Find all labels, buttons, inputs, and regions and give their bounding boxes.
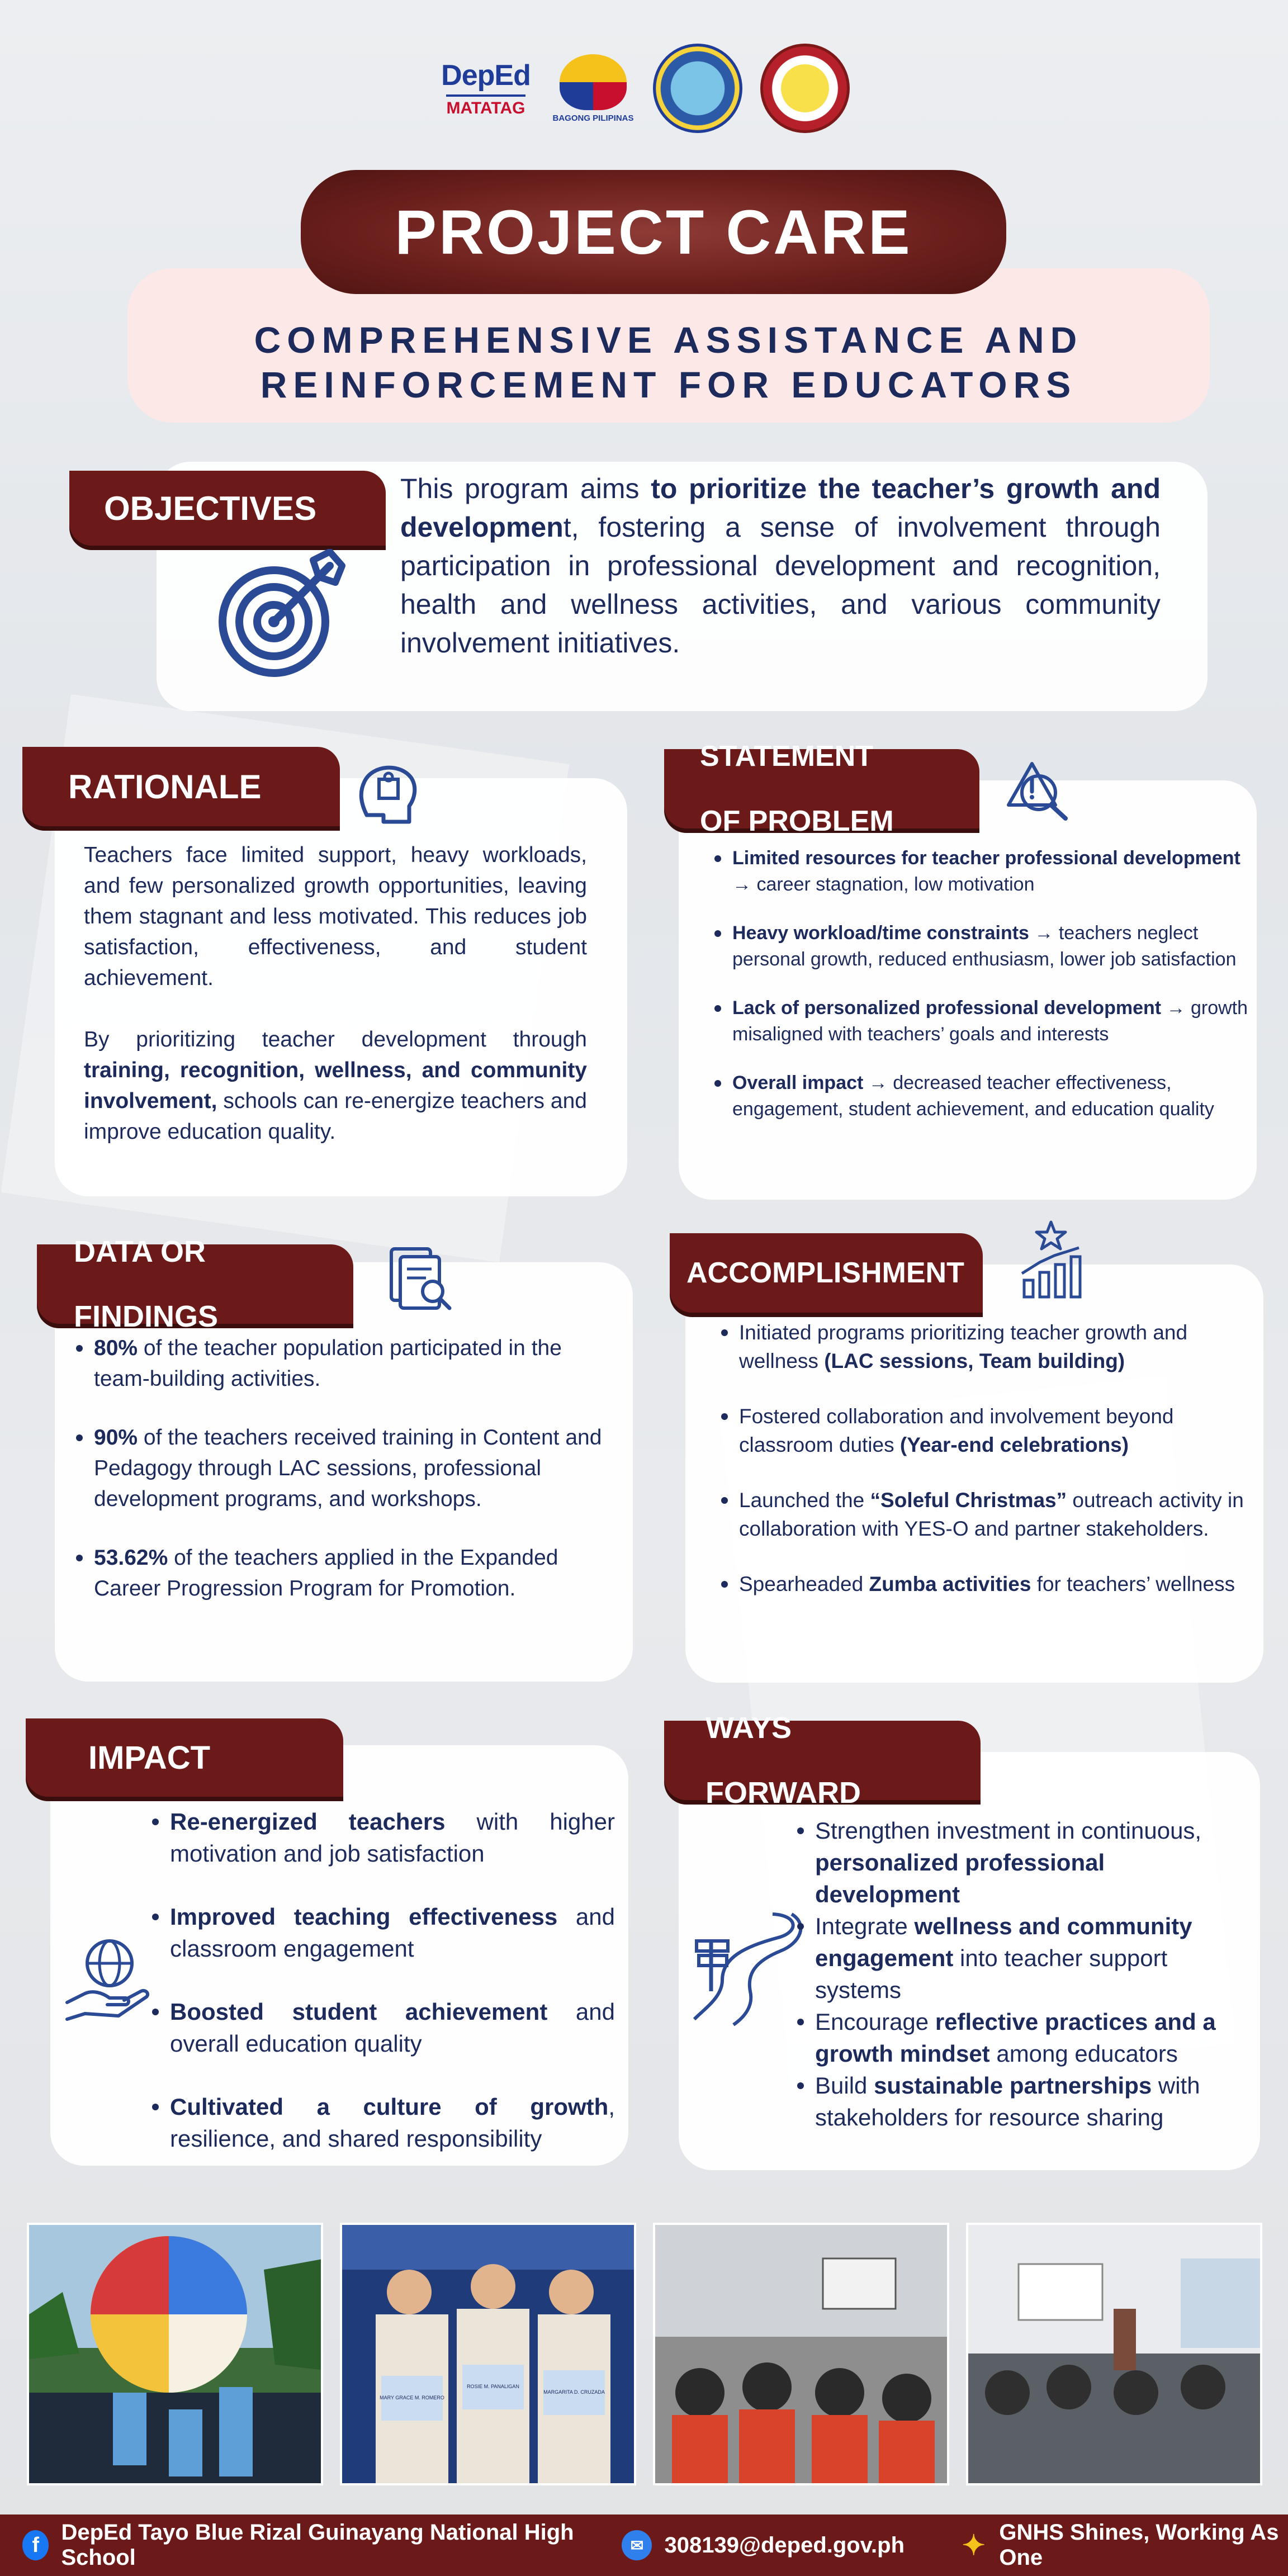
ways-ribbon <box>664 1711 981 1810</box>
footer-bar <box>0 2515 1288 2576</box>
findings-heading-line-1: DATA OR <box>74 1235 206 1268</box>
list-item <box>720 1486 1246 1543</box>
road-signpost-icon <box>689 1907 803 2028</box>
objectives-text <box>400 470 1161 662</box>
list-item-text: for teachers’ wellness <box>1031 1573 1235 1595</box>
list-item-text: → growth misaligned with teachers’ goals and interests <box>732 997 1248 1045</box>
logo-strip <box>0 44 1288 133</box>
list-item-text: Strengthen investment in continuous, <box>815 1817 1202 1844</box>
deped-matatag-logo <box>438 44 533 133</box>
list-item-text: of the teachers received training in Content and Pedagogy through LAC sessions, professional development programs, and workshops. <box>94 1426 602 1511</box>
list-item-bold: 80% <box>94 1336 138 1360</box>
list-item <box>151 1806 615 1869</box>
list-item-bold: (LAC sessions, Team building) <box>824 1349 1125 1372</box>
warning-search-icon <box>1004 759 1071 822</box>
deped-logo-text: DepEd <box>441 59 531 92</box>
school-seal-logo <box>760 44 850 133</box>
list-item <box>75 1542 612 1604</box>
list-item-bold: Re-energized teachers <box>170 1808 446 1835</box>
rationale-ribbon <box>22 747 340 826</box>
list-item-text: among educators <box>989 2040 1178 2067</box>
certificate-name-1: MARY GRACE M. ROMERO <box>380 2395 444 2400</box>
document-search-icon <box>383 1244 454 1314</box>
ways-heading-line-2: FORWARD <box>705 1776 861 1810</box>
rationale-p2-bold: training, recognition, wellness, and community involvement, <box>84 1058 587 1113</box>
certificate-name-3: MARGARITA D. CRUZADA <box>543 2389 605 2395</box>
list-item-bold: (Year-end celebrations) <box>899 1433 1129 1456</box>
list-item-bold: “Soleful Christmas” <box>870 1489 1067 1512</box>
problem-heading-line-2: OF PROBLEM <box>700 805 894 837</box>
list-item-bold: Zumba activities <box>869 1573 1031 1595</box>
list-item-bold: sustainable partnerships <box>874 2072 1152 2099</box>
list-item <box>151 1901 615 1964</box>
list-item-text: of the teachers applied in the Expanded Career Progression Program for Promotion. <box>94 1546 558 1600</box>
problem-ribbon <box>664 740 979 837</box>
footer-facebook-text: DepEd Tayo Blue Rizal Guinayang National High School <box>61 2520 574 2570</box>
list-item <box>796 2070 1254 2133</box>
objectives-heading: OBJECTIVES <box>104 489 317 527</box>
footer-tagline <box>960 2520 1288 2570</box>
findings-list <box>75 1333 612 1604</box>
list-item-bold: personalized professional development <box>815 1849 1105 1907</box>
hand-globe-icon <box>63 1935 153 2027</box>
list-item-text: Launched the <box>739 1489 870 1512</box>
list-item-bold: Improved teaching effectiveness <box>170 1903 558 1930</box>
matatag-logo-text: MATATAG <box>446 94 525 118</box>
list-item-text: Encourage <box>815 2009 935 2035</box>
rationale-p2-pre: By prioritizing teacher development through <box>84 1027 587 1052</box>
list-item <box>75 1422 612 1514</box>
list-item-bold: Overall impact <box>732 1072 864 1093</box>
list-item-text: and classroom engagement <box>170 1903 615 1962</box>
list-item <box>796 1815 1254 1910</box>
list-item-bold: 53.62% <box>94 1546 168 1570</box>
accomplishment-ribbon <box>670 1233 983 1313</box>
list-item <box>151 2091 615 2154</box>
list-item-text: of the teacher population participated in the team-building activities. <box>94 1336 562 1391</box>
list-item-text: and overall education quality <box>170 1999 615 2057</box>
objectives-text-post: t, fostering a sense of involvement through participation in professional development and recognition, health and wellness activities, and various community involvement initiatives. <box>400 512 1161 659</box>
title-banner <box>301 170 1006 294</box>
certificate-name-2: ROSIE M. PANALIGAN <box>467 2384 519 2389</box>
list-item-bold: reflective practices and a growth mindset <box>815 2009 1216 2067</box>
ways-list <box>796 1815 1254 2133</box>
list-item-text: → decreased teacher effectiveness, engagement, student achievement, and education quality <box>732 1072 1214 1120</box>
list-item-text: outreach activity in collaboration with YES-O and partner stakeholders. <box>739 1489 1244 1540</box>
footer-tagline-text: GNHS Shines, Working As One <box>999 2520 1279 2570</box>
rationale-paragraph-2 <box>84 1024 587 1147</box>
impact-ribbon <box>26 1718 343 1797</box>
list-item-bold: Heavy workload/time constraints <box>732 922 1029 944</box>
list-item-bold: Lack of personalized professional development <box>732 997 1162 1019</box>
list-item-bold: wellness and community engagement <box>815 1913 1192 1971</box>
facebook-icon: f <box>22 2530 49 2560</box>
footer-email-text: 308139@deped.gov.ph <box>664 2532 905 2558</box>
lac-session-scene <box>655 2225 949 2485</box>
bagong-pilipinas-text: BAGONG PILIPINAS <box>552 113 634 123</box>
bagong-pilipinas-emblem <box>560 54 627 110</box>
objectives-ribbon <box>69 471 386 546</box>
list-item <box>720 1318 1246 1375</box>
list-item <box>720 1570 1246 1598</box>
list-item-bold: 90% <box>94 1426 138 1450</box>
impact-heading: IMPACT <box>88 1739 211 1776</box>
list-item <box>713 995 1250 1048</box>
bagong-pilipinas-logo <box>551 44 635 133</box>
list-item-text: → teachers neglect personal growth, reduced enthusiasm, lower job satisfaction <box>732 922 1237 970</box>
list-item-text: Spearheaded <box>739 1573 869 1595</box>
list-item-text: into teacher support systems <box>815 1945 1168 2003</box>
team-building-scene <box>29 2225 323 2485</box>
accomplishment-heading: ACCOMPLISHMENT <box>686 1257 964 1289</box>
list-item-bold: Cultivated a culture of growth <box>170 2094 609 2120</box>
list-item <box>713 1070 1250 1123</box>
sparkle-icon: ✦ <box>962 2530 986 2561</box>
subtitle-line-2: REINFORCEMENT FOR EDUCATORS <box>260 364 1077 405</box>
problem-list <box>713 845 1250 1123</box>
problem-heading-line-1: STATEMENT <box>700 740 874 773</box>
list-item-bold: Boosted student achievement <box>170 1999 548 2025</box>
list-item <box>720 1402 1246 1459</box>
list-item-text: Initiated programs prioritizing teacher growth and wellness <box>739 1321 1188 1372</box>
list-item-text: Build <box>815 2072 874 2099</box>
certificates-scene <box>342 2225 636 2485</box>
list-item-text: , resilience, and shared responsibility <box>170 2094 615 2152</box>
findings-ribbon <box>37 1235 353 1333</box>
objectives-text-bold: to prioritize the teacher’s growth and developmen <box>400 473 1161 543</box>
email-icon: ✉ <box>622 2530 652 2560</box>
puzzle-head-icon <box>356 759 420 830</box>
growth-chart-icon <box>1017 1218 1085 1301</box>
list-item-text: Integrate <box>815 1913 915 1939</box>
rationale-p2-post: schools can re-energize teachers and improve education quality. <box>84 1089 587 1144</box>
photo-certificates <box>340 2223 636 2485</box>
list-item <box>796 1910 1254 2006</box>
target-icon <box>218 549 347 678</box>
list-item-text: with higher motivation and job satisfaction <box>170 1808 615 1867</box>
subtitle-line-1: COMPREHENSIVE ASSISTANCE AND <box>254 319 1083 361</box>
photo-lac-session <box>653 2223 949 2485</box>
photo-team-building <box>27 2223 323 2485</box>
list-item-bold: Limited resources for teacher professional development <box>732 847 1240 869</box>
list-item-text: with stakeholders for resource sharing <box>815 2072 1200 2130</box>
accomplishment-list <box>720 1318 1246 1598</box>
rationale-text <box>84 840 587 1147</box>
rationale-paragraph-1: Teachers face limited support, heavy workloads, and few personalized growth opportunities, leaving them stagnant and less motivated. This reduces job satisfaction, effectiveness, and student achievement. <box>84 843 587 990</box>
list-item-text: → career stagnation, low motivation <box>732 874 1035 895</box>
rationale-heading: RATIONALE <box>68 768 262 806</box>
division-seal-logo <box>653 44 742 133</box>
workshop-scene <box>968 2225 1262 2485</box>
list-item <box>713 845 1250 898</box>
objectives-text-pre: This program aims <box>400 473 651 504</box>
page-title: PROJECT CARE <box>395 197 912 267</box>
photo-workshop <box>966 2223 1262 2485</box>
list-item <box>713 920 1250 973</box>
list-item <box>75 1333 612 1394</box>
footer-facebook[interactable] <box>22 2520 583 2570</box>
list-item <box>796 2006 1254 2070</box>
impact-list <box>151 1806 615 2154</box>
findings-heading-line-2: FINDINGS <box>74 1300 219 1333</box>
footer-email[interactable] <box>622 2530 905 2560</box>
list-item <box>151 1996 615 2059</box>
ways-heading-line-1: WAYS <box>705 1711 792 1745</box>
list-item-text: Fostered collaboration and involvement beyond classroom duties <box>739 1405 1174 1456</box>
